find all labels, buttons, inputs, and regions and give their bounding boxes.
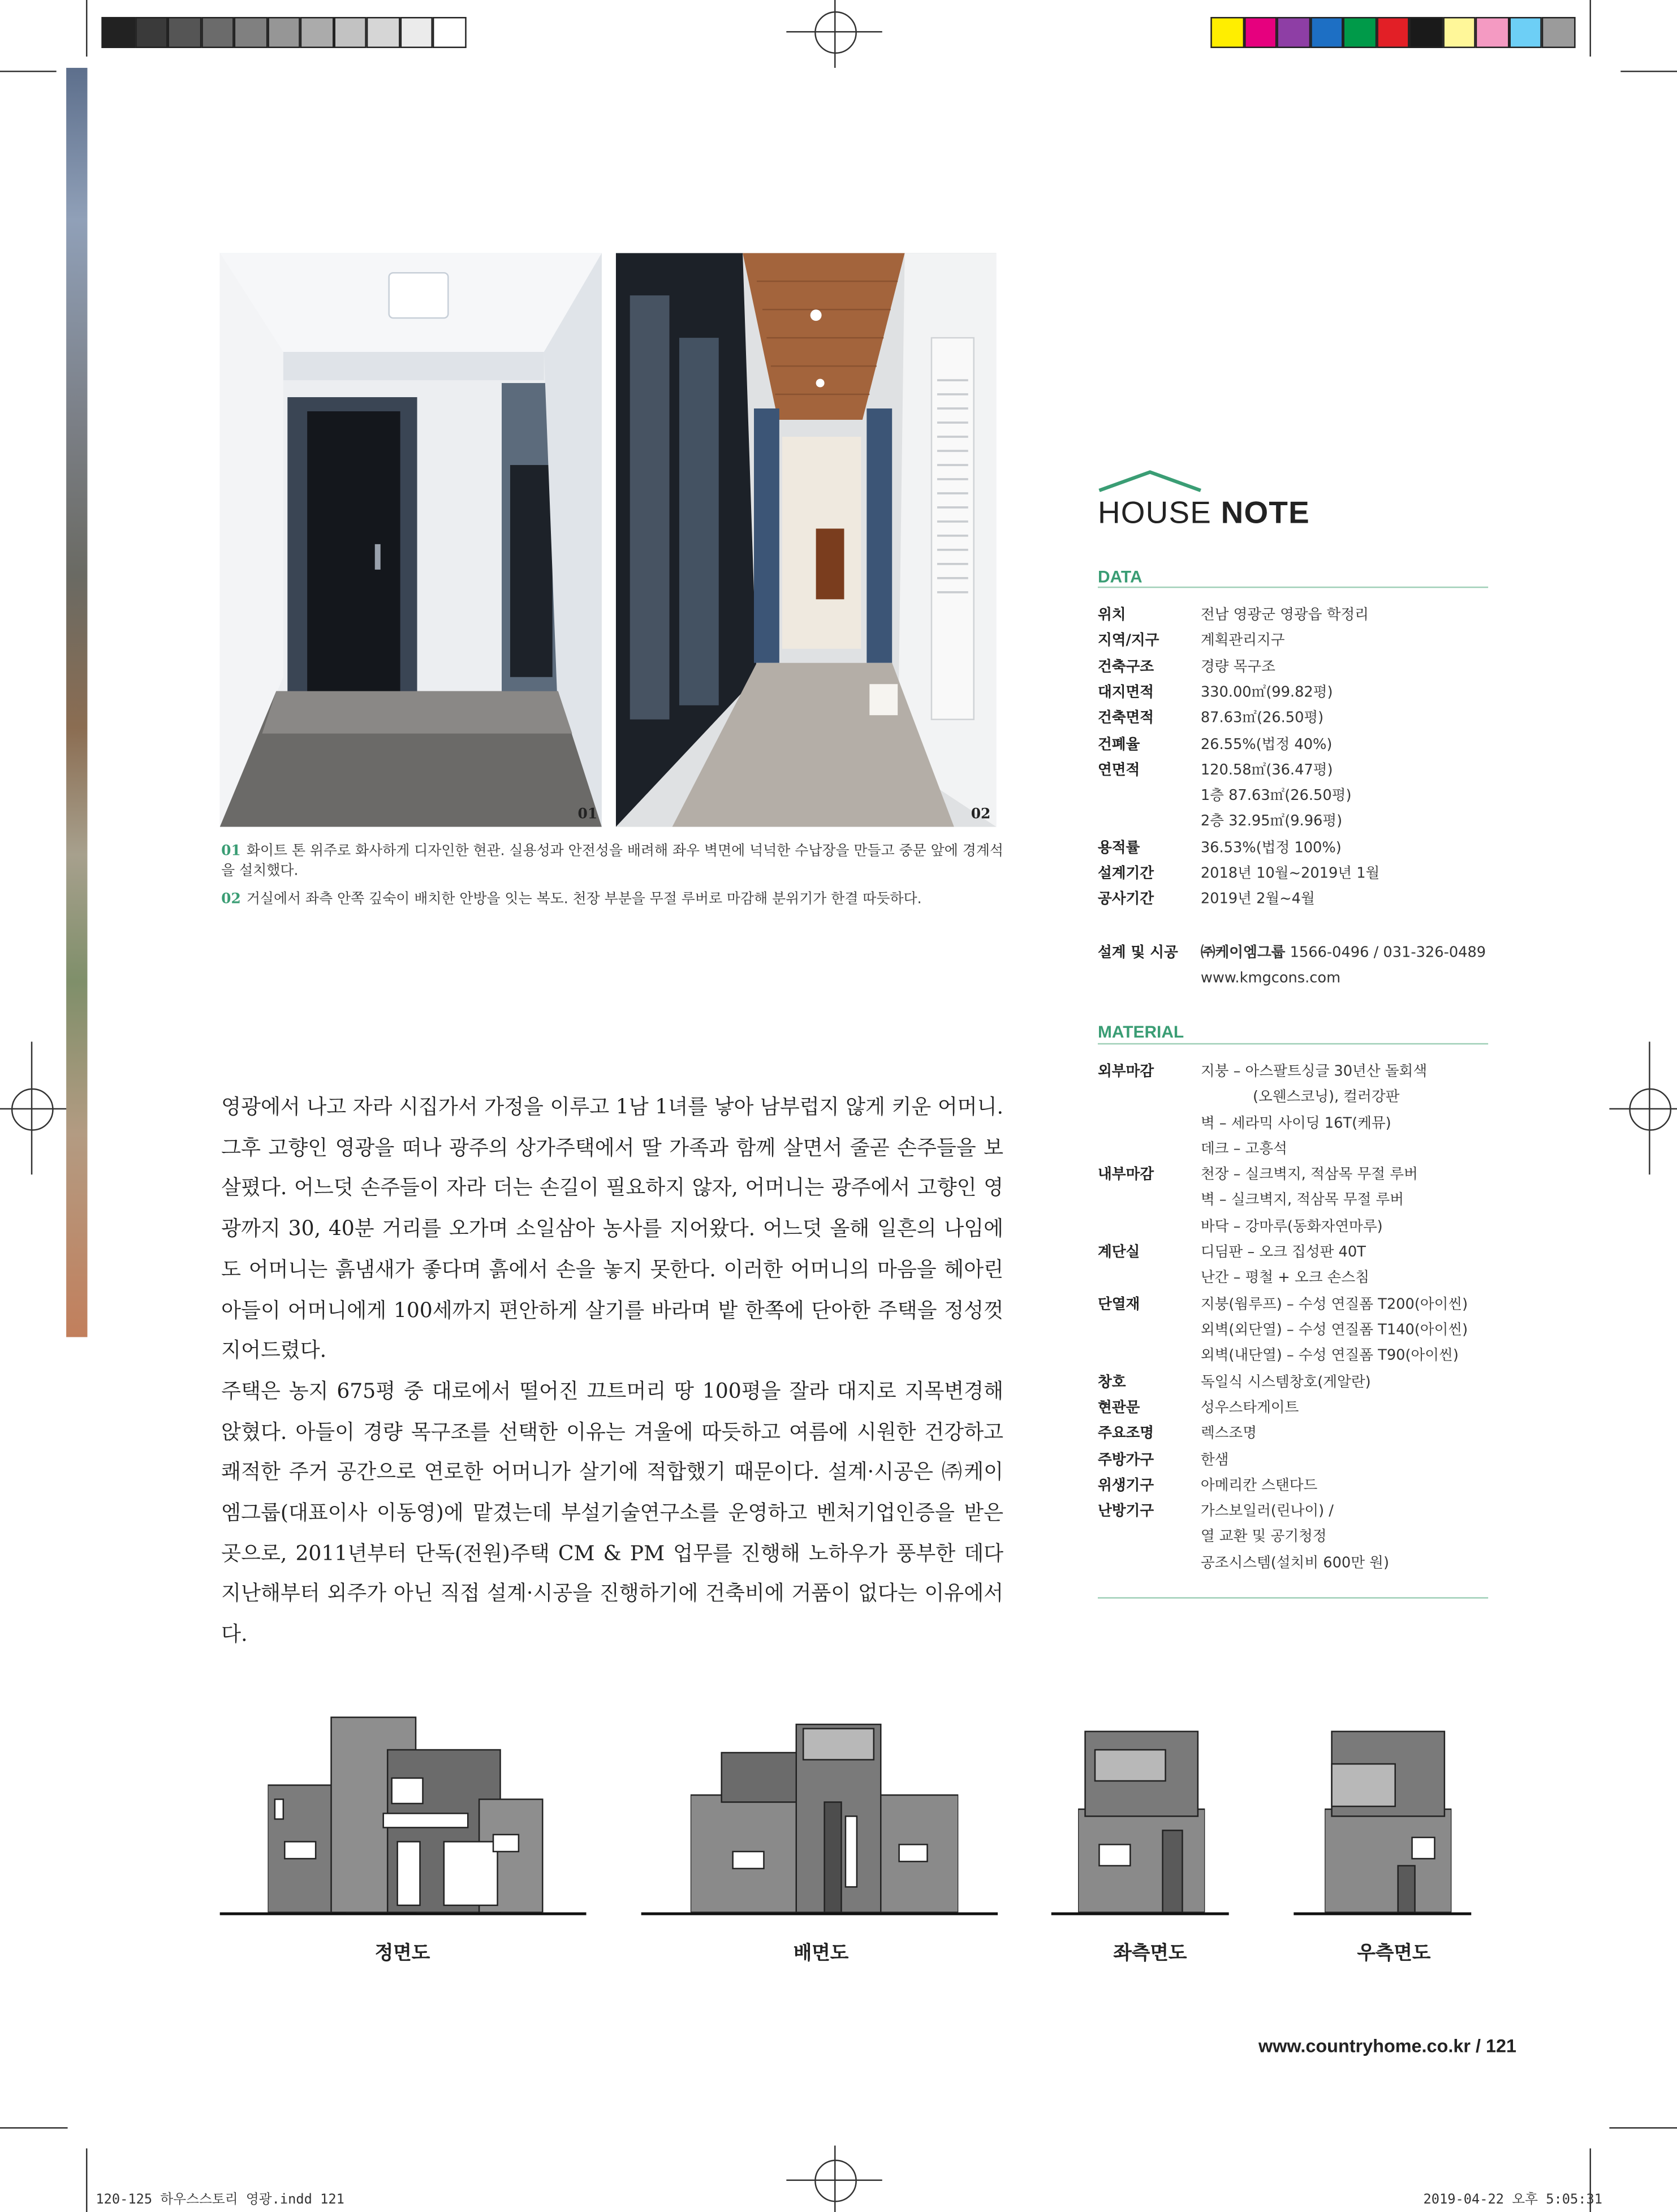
calibration-swatch bbox=[1244, 17, 1277, 48]
data-key: 지역/지구 bbox=[1097, 632, 1159, 649]
data-value: 26.55%(법정 40%) bbox=[1200, 735, 1333, 753]
material-value: 공조시스템(설치비 600만 원) bbox=[1200, 1554, 1389, 1572]
data-value: 36.53%(법정 100%) bbox=[1200, 839, 1342, 857]
caption-text: 거실에서 좌측 안쪽 깊숙이 배치한 안방을 잇는 복도. 천장 부분을 무절 루버로 마감해 분위기가 한결 따듯하다. bbox=[246, 892, 922, 907]
sidebar-bottom-rule bbox=[1098, 1597, 1488, 1598]
material-value: 난간 – 평철 + 오크 손스침 bbox=[1200, 1269, 1370, 1287]
calibration-swatch bbox=[1476, 17, 1509, 48]
material-value: 열 교환 및 공기청정 bbox=[1200, 1528, 1327, 1546]
bleed-photo-strip bbox=[66, 68, 87, 1337]
builder-key: 설계 및 시공 bbox=[1097, 944, 1178, 961]
calibration-swatch bbox=[1343, 17, 1376, 48]
caption-number: 02 bbox=[221, 892, 241, 907]
calibration-swatch bbox=[234, 17, 268, 48]
material-key: 단열재 bbox=[1097, 1296, 1140, 1313]
photo-number-01: 01 bbox=[577, 805, 598, 822]
material-key: 난방기구 bbox=[1097, 1503, 1154, 1520]
data-value: 2018년 10월~2019년 1월 bbox=[1200, 865, 1380, 883]
data-value: 120.58㎡(36.47평) bbox=[1200, 761, 1333, 779]
caption-text: 화이트 톤 위주로 화사하게 디자인한 현관. 실용성과 안전성을 배려해 좌우 벽면에 넉넉한 수납장을 만들고 중문 앞에 경계석을 설치했다. bbox=[221, 844, 1003, 880]
caption-number: 01 bbox=[221, 844, 241, 860]
photo-number-02: 02 bbox=[971, 805, 991, 822]
calibration-swatch bbox=[1277, 17, 1310, 48]
data-key: 건폐율 bbox=[1097, 735, 1140, 753]
data-value: 87.63㎡(26.50평) bbox=[1200, 709, 1324, 727]
material-value: 한샘 bbox=[1200, 1451, 1229, 1468]
material-value: 가스보일러(린나이) / bbox=[1200, 1503, 1334, 1520]
data-value: 계획관리지구 bbox=[1200, 632, 1285, 649]
right-elevation-label: 우측면도 bbox=[1357, 1942, 1431, 1965]
builder-value: ㈜케이엠그룹 1566-0496 / 031-326-0489 bbox=[1200, 944, 1486, 961]
entrance-photo bbox=[220, 253, 602, 827]
material-value: 데크 – 고흥석 bbox=[1200, 1140, 1287, 1157]
data-value: 전남 영광군 영광읍 학정리 bbox=[1200, 606, 1369, 623]
material-section-rule bbox=[1098, 1043, 1488, 1044]
material-value: 바닥 – 강마루(동화자연마루) bbox=[1200, 1218, 1383, 1236]
calibration-swatch bbox=[333, 17, 367, 48]
material-value: 지붕 – 아스팔트싱글 30년산 돌회색 bbox=[1200, 1062, 1428, 1080]
data-key: 위치 bbox=[1097, 606, 1126, 623]
data-value: 경량 목구조 bbox=[1200, 658, 1275, 675]
data-section-heading: DATA bbox=[1097, 566, 1143, 587]
calibration-swatch bbox=[1310, 17, 1343, 48]
calibration-swatch bbox=[433, 17, 466, 48]
data-value: 2층 32.95㎡(9.96평) bbox=[1200, 813, 1343, 830]
material-value: 외벽(외단열) – 수성 연질폼 T140(아이씬) bbox=[1200, 1321, 1468, 1339]
data-value: 2019년 2월~4월 bbox=[1200, 890, 1315, 908]
material-value: 천장 – 실크벽지, 적삼목 무절 루버 bbox=[1200, 1166, 1418, 1184]
front-elevation-drawing bbox=[268, 1715, 549, 1913]
material-section-heading: MATERIAL bbox=[1097, 1022, 1184, 1042]
material-key: 외부마감 bbox=[1097, 1062, 1154, 1080]
material-value: 외벽(내단열) – 수성 연질폼 T90(아이씬) bbox=[1200, 1347, 1459, 1365]
data-value: 1층 87.63㎡(26.50평) bbox=[1200, 787, 1352, 804]
calibration-swatch bbox=[1409, 17, 1443, 48]
data-key: 설계기간 bbox=[1097, 865, 1154, 883]
data-value: 330.00㎡(99.82평) bbox=[1200, 683, 1333, 701]
calibration-swatch bbox=[1376, 17, 1409, 48]
data-section-rule bbox=[1098, 587, 1488, 588]
material-key: 위생기구 bbox=[1097, 1477, 1154, 1494]
material-value: 벽 – 실크벽지, 적삼목 무절 루버 bbox=[1200, 1192, 1404, 1210]
material-value: 벽 – 세라믹 사이딩 16T(케뮤) bbox=[1200, 1114, 1391, 1132]
material-value: 지붕(웜루프) – 수성 연질폼 T200(아이씬) bbox=[1200, 1296, 1468, 1313]
data-key: 건축면적 bbox=[1097, 709, 1154, 727]
material-key: 계단실 bbox=[1097, 1243, 1140, 1261]
photo-caption-02 bbox=[221, 890, 1010, 910]
house-note-title: HOUSE NOTE bbox=[1097, 494, 1310, 530]
calibration-swatch bbox=[201, 17, 234, 48]
material-value: 아메리칸 스탠다드 bbox=[1200, 1477, 1318, 1494]
footer-url-page-number: www.countryhome.co.kr / 121 bbox=[1258, 2035, 1517, 2057]
calibration-swatch bbox=[267, 17, 300, 48]
material-key: 내부마감 bbox=[1097, 1166, 1154, 1184]
material-key: 주요조명 bbox=[1097, 1425, 1154, 1442]
data-key: 건축구조 bbox=[1097, 658, 1154, 675]
calibration-swatch bbox=[300, 17, 334, 48]
material-value: 독일식 시스템창호(게알란) bbox=[1200, 1373, 1371, 1391]
material-key: 창호 bbox=[1097, 1373, 1126, 1391]
calibration-swatch bbox=[168, 17, 201, 48]
rear-elevation-label: 배면도 bbox=[793, 1942, 849, 1965]
material-value: (오웬스코닝), 컬러강판 bbox=[1253, 1088, 1400, 1106]
corridor-photo bbox=[616, 253, 997, 827]
calibration-swatch bbox=[135, 17, 168, 48]
calibration-swatch bbox=[399, 17, 433, 48]
house-roof-icon bbox=[1098, 469, 1202, 492]
data-key: 연면적 bbox=[1097, 761, 1140, 779]
material-value: 디딤판 – 오크 집성판 40T bbox=[1200, 1243, 1366, 1261]
right-elevation-drawing bbox=[1325, 1724, 1451, 1912]
article-body bbox=[221, 1088, 1003, 1656]
photo-caption-01 bbox=[221, 842, 1010, 882]
body-paragraph: 영광에서 나고 자라 시집가서 가정을 이루고 1남 1녀를 낳아 남부럽지 않게 키운 어머니. 그후 고향인 영광을 떠나 광주의 상가주택에서 딸 가족과 함께 살면서 줄곧 손주들을 보살폈다. 어느덧 손주들이 자라 더는 손길이 필요하지 않자, 어머니는 광주에서 고향인 영광까지 30, 40분 거리를 오가며 소일삼아 농사를 지어왔다. 어느덧 올해 일흔의 나임에도 어머니는 흙냄새가 좋다며 흙에서 손을 놓지 못한다. 이러한 어머니의 마음을 헤아린 아들이 어머니에게 100세까지 편안하게 살기를 바라며 밭 한쪽에 단아한 주택을 정성껏 지어드렸다. bbox=[221, 1096, 1004, 1363]
material-value: 렉스조명 bbox=[1200, 1425, 1257, 1442]
calibration-swatch bbox=[1542, 17, 1575, 48]
indesign-slug-date: 2019-04-22 오후 5:05:31 bbox=[1423, 2192, 1603, 2208]
material-key: 주방가구 bbox=[1097, 1451, 1154, 1468]
calibration-swatch bbox=[1442, 17, 1476, 48]
calibration-swatch bbox=[367, 17, 400, 48]
data-key: 공사기간 bbox=[1097, 890, 1154, 908]
calibration-swatch bbox=[1210, 17, 1244, 48]
body-paragraph: 주택은 농지 675평 중 대로에서 떨어진 끄트머리 땅 100평을 잘라 대지로 지목변경해 앉혔다. 아들이 경량 목구조를 선택한 이유는 겨울에 따듯하고 여름에 시원한 건강하고 쾌적한 주거 공간으로 연로한 어머니가 살기에 적합했기 때문이다. 설계·시공은 ㈜케이엠그룹(대표이사 이동영)에 맡겼는데 부설기술연구소를 운영하고 벤처기업인증을 받은 곳으로, 2011년부터 단독(전원)주택 CM & PM 업무를 진행해 노하우가 풍부한 데다 지난해부터 외주가 아닌 직접 설계·시공을 진행하기에 건축비에 거품이 없다는 이유에서다. bbox=[221, 1380, 1004, 1647]
front-elevation-label: 정면도 bbox=[374, 1942, 430, 1965]
rear-elevation-drawing bbox=[691, 1718, 958, 1913]
calibration-swatch bbox=[1508, 17, 1542, 48]
left-elevation-drawing bbox=[1078, 1724, 1205, 1912]
material-key: 현관문 bbox=[1097, 1399, 1140, 1417]
data-key: 용적률 bbox=[1097, 839, 1140, 857]
builder-url: www.kmgcons.com bbox=[1200, 970, 1341, 987]
data-key: 대지면적 bbox=[1097, 683, 1154, 701]
material-value: 성우스타게이트 bbox=[1200, 1399, 1299, 1417]
indesign-slug-file: 120-125 하우스스토리 영광.indd 121 bbox=[96, 2192, 344, 2208]
calibration-swatch bbox=[101, 17, 135, 48]
left-elevation-label: 좌측면도 bbox=[1113, 1942, 1187, 1965]
